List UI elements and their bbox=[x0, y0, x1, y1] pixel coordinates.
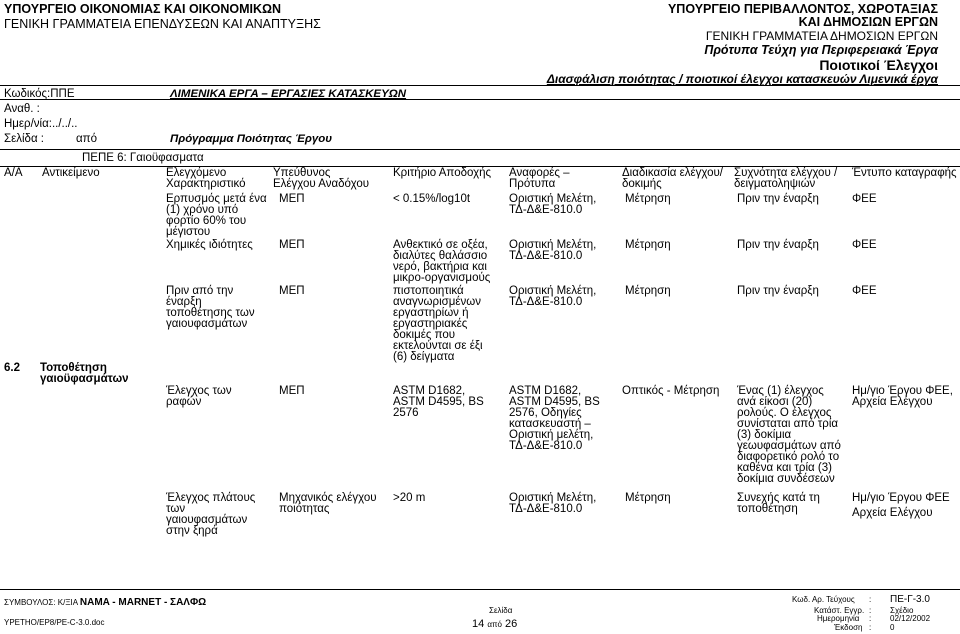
row2-characteristic: Χημικές ιδιότητες bbox=[166, 239, 253, 251]
doc-title: Ποιοτικοί Έλεγχοι bbox=[819, 57, 938, 73]
footer-page bbox=[472, 618, 517, 630]
row5-record-1: Ημ/γιο Έργου ΦΕΕ bbox=[852, 492, 950, 504]
footer-advisor-name: NAMA - MARNET - ΣΑΛΦΩ bbox=[79, 597, 207, 608]
row4-responsible: ΜΕΠ bbox=[279, 385, 305, 397]
row5-references: Οριστική Μελέτη, ΤΔ-Δ&Ε-810.0 bbox=[509, 492, 597, 515]
footer-edition-value: 0 bbox=[890, 623, 895, 632]
secretariat-left: ΓΕΝΙΚΗ ΓΡΑΜΜΑΤΕΙΑ ΕΠΕΝΔΥΣΕΩΝ ΚΑΙ ΑΝΑΠΤΥΞΗΣ bbox=[4, 17, 321, 31]
row5-record-2: Αρχεία Ελέγχου bbox=[852, 507, 933, 519]
col-header-procedure: Διαδικασία ελέγχου/ δοκιμής bbox=[622, 167, 723, 190]
row2-responsible: ΜΕΠ bbox=[279, 239, 305, 251]
row1-characteristic: Ερπυσμός μετά ένα (1) χρόνο υπό φορτίο 60% του μέγιστου bbox=[166, 193, 267, 238]
program-title: Πρόγραμμα Ποιότητας Έργου bbox=[170, 133, 333, 145]
footer-date-value: 02/12/2002 bbox=[890, 614, 931, 623]
row2-procedure: Μέτρηση bbox=[625, 239, 671, 251]
col-header-criterion: Κριτήριο Αποδοχής bbox=[393, 167, 492, 179]
col-header-frequency: Συχνότητα ελέγχου / δειγματοληψιών bbox=[734, 167, 838, 190]
footer-edition-label: Έκδοση bbox=[834, 623, 863, 632]
footer-file: ΥΡΕΤΗΟ/ΕΡ8/ΡΕ-C-3.0.doc bbox=[4, 618, 105, 627]
ministry-right: ΥΠΟΥΡΓΕΙΟ ΠΕΡΙΒΑΛΛΟΝΤΟΣ, ΧΩΡΟΤΑΞΙΑΣ bbox=[667, 2, 938, 16]
row2-references: Οριστική Μελέτη, ΤΔ-Δ&Ε-810.0 bbox=[509, 239, 597, 262]
row1-responsible: ΜΕΠ bbox=[279, 193, 305, 205]
doc-subtitle: Διασφάλιση ποιότητας / ποιοτικοί έλεγχοι κατασκευών Λιμενικά έργα bbox=[546, 72, 938, 86]
row4-procedure: Οπτικός - Μέτρηση bbox=[622, 385, 720, 397]
footer-status-label: Κατάστ. Εγγρ. bbox=[814, 606, 865, 615]
section-name: Τοποθέτηση γαιοϋφασμάτων bbox=[40, 362, 129, 385]
revision-label: Αναθ. : bbox=[4, 103, 40, 115]
page-label: Σελίδα : bbox=[4, 133, 44, 145]
col-header-references: Αναφορές – Πρότυπα bbox=[509, 167, 570, 190]
rule-top bbox=[0, 85, 960, 86]
footer-advisor bbox=[4, 597, 206, 608]
rule-footer bbox=[0, 589, 960, 590]
rule-meta-1 bbox=[0, 99, 960, 100]
row5-characteristic: Έλεγχος πλάτους των γαιουφασμάτων στην ξηρά bbox=[166, 492, 256, 537]
row4-frequency: Ένας (1) έλεγχος ανά είκοσι (20) ρολούς. Ο έλεγχος συνίσταται από τρία (3) δοκίμια γεωυφασμάτων από διαφορετικό ρολό το καθένα και τρία (3) δοκίμια συνδέσεων bbox=[737, 385, 841, 485]
row2-frequency: Πριν την έναρξη bbox=[737, 239, 819, 251]
row4-characteristic: Έλεγχος των ραφών bbox=[166, 385, 232, 408]
ministry-left: ΥΠΟΥΡΓΕΙΟ ΟΙΚΟΝΟΜΙΑΣ ΚΑΙ ΟΙΚΟΝΟΜΙΚΩΝ bbox=[4, 2, 282, 16]
footer-code-value: ΠΕ-Γ-3.0 bbox=[890, 594, 930, 605]
row3-responsible: ΜΕΠ bbox=[279, 285, 305, 297]
col-header-characteristic: Ελεγχόμενο Χαρακτηριστικό bbox=[166, 167, 246, 190]
rule-meta-2 bbox=[0, 149, 960, 150]
date-label: Ημερ/νία:../../.. bbox=[4, 118, 78, 130]
col-header-aa: Α/Α bbox=[4, 167, 23, 179]
col-header-object: Αντικείμενο bbox=[42, 167, 100, 179]
row3-procedure: Μέτρηση bbox=[625, 285, 671, 297]
row5-frequency: Συνεχής κατά τη τοποθέτηση bbox=[737, 492, 820, 515]
footer-colon-1: : bbox=[869, 595, 872, 604]
footer-colon-2: : bbox=[869, 606, 872, 615]
row3-record: ΦΕΕ bbox=[852, 285, 877, 297]
code-label: Κωδικός:ΠΠΕ bbox=[4, 88, 75, 100]
works-title: ΛΙΜΕΝΙΚΑ ΕΡΓΑ – ΕΡΓΑΣΙΕΣ ΚΑΤΑΣΚΕΥΩΝ bbox=[170, 88, 407, 100]
col-header-record: Έντυπο καταγραφής bbox=[852, 167, 957, 179]
row3-criterion: πιστοποιητικά αναγνωρισμένων εργαστηρίων ή εργαστηριακές δοκιμές που εκτελούνται σε έξι (6) δείγματα bbox=[393, 285, 483, 363]
col-header-responsible: Υπεύθυνος Ελέγχου Αναδόχου bbox=[273, 167, 370, 190]
footer-code-label: Κωδ. Αρ. Τεύχους bbox=[792, 595, 855, 604]
row1-criterion: < 0.15%/log10t bbox=[393, 193, 471, 205]
row5-procedure: Μέτρηση bbox=[625, 492, 671, 504]
secretariat-right: ΓΕΝΙΚΗ ΓΡΑΜΜΑΤΕΙΑ ΔΗΜΟΣΙΩΝ ΕΡΓΩΝ bbox=[705, 29, 938, 43]
row4-criterion: ASTM D1682, ASTM D4595, BS 2576 bbox=[393, 385, 484, 419]
row1-record: ΦΕΕ bbox=[852, 193, 877, 205]
row1-references: Οριστική Μελέτη, ΤΔ-Δ&Ε-810.0 bbox=[509, 193, 597, 216]
footer-page-total: 26 bbox=[504, 618, 518, 630]
page-from-label: από bbox=[76, 133, 97, 145]
footer-colon-4: : bbox=[869, 623, 872, 632]
row2-record: ΦΕΕ bbox=[852, 239, 877, 251]
footer-colon-3: : bbox=[869, 614, 872, 623]
row4-references: ASTM D1682, ASTM D4595, BS 2576, Οδηγίες κατασκευαστή – Οριστική μελέτη, ΤΔ-Δ&Ε-810.0 bbox=[509, 385, 600, 452]
row1-frequency: Πριν την έναρξη bbox=[737, 193, 819, 205]
ministry-right-2: ΚΑΙ ΔΗΜΟΣΙΩΝ ΕΡΓΩΝ bbox=[798, 15, 938, 29]
footer-page-label: Σελίδα bbox=[489, 606, 513, 615]
row5-responsible: Μηχανικός ελέγχου ποιότητας bbox=[279, 492, 377, 515]
row3-frequency: Πριν την έναρξη bbox=[737, 285, 819, 297]
footer-page-number: 14 bbox=[472, 618, 485, 630]
row3-characteristic: Πριν από την έναρξη τοποθέτησης των γαιουφασμάτων bbox=[166, 285, 255, 330]
row1-procedure: Μέτρηση bbox=[625, 193, 671, 205]
footer-advisor-label: ΣΥΜΒΟΥΛΟΣ: Κ/ΞΙΑ bbox=[4, 598, 78, 607]
subtitle-right: Πρότυπα Τεύχη για Περιφερειακά Έργα bbox=[704, 43, 938, 57]
footer-status-value: Σχέδιο bbox=[890, 606, 914, 615]
row5-criterion: >20 m bbox=[393, 492, 426, 504]
row2-criterion: Ανθεκτικό σε οξέα, διαλύτες θαλάσσιο νερό, βακτήρια και μικρο-οργανισμούς bbox=[393, 239, 491, 284]
footer-page-from: από bbox=[487, 620, 502, 629]
row4-record: Ημ/γιο Έργου ΦΕΕ, Αρχεία Ελέγχου bbox=[852, 385, 953, 408]
section-title: ΠΕΠΕ 6: Γαιοϋφασματα bbox=[82, 152, 204, 164]
row3-references: Οριστική Μελέτη, ΤΔ-Δ&Ε-810.0 bbox=[509, 285, 597, 308]
section-number: 6.2 bbox=[4, 362, 20, 374]
footer-date-label: Ημερομηνία bbox=[817, 614, 860, 623]
